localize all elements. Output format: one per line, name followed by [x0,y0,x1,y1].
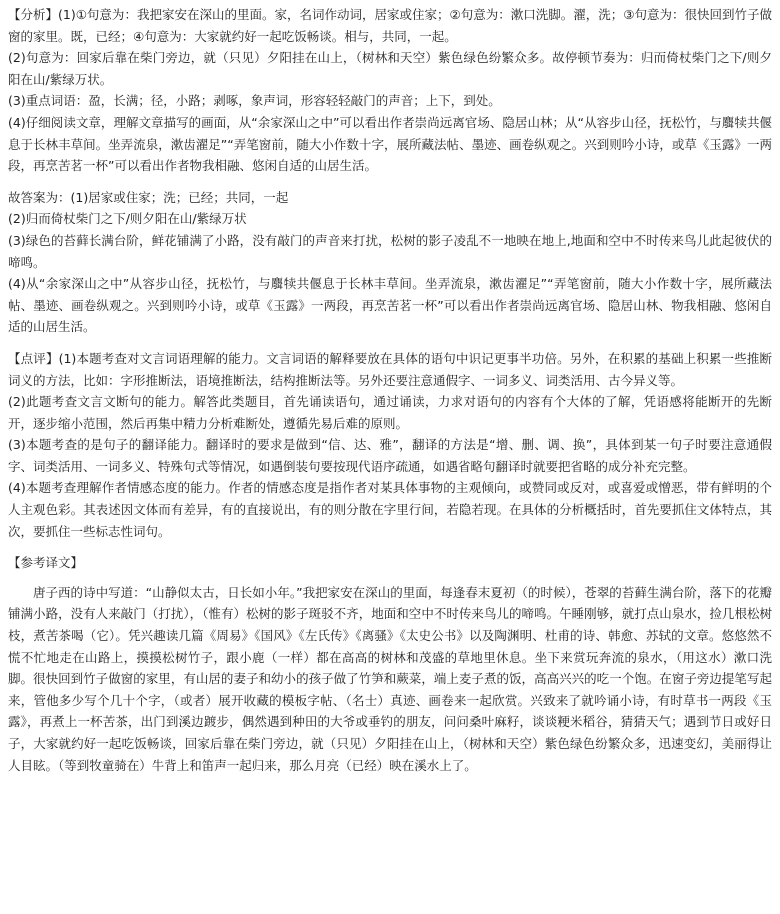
translation-section [8,552,772,776]
comment-paragraph-2: (2)此题考查文言文断句的能力。解答此类题目，首先诵读语句，通过诵读，力求对语句的内容有个大体的了解，凭语感将能断开的先断开，逐步缩小范围，然后再集中精力分析难断处，遵循先易后难的原则。 [8,394,772,431]
comment-paragraph-1: 【点评】(1)本题考查对文言词语理解的能力。文言词语的解释要放在具体的语句中识记更事半功倍。另外，在积累的基础上积累一些推断词义的方法，比如：字形推断法，语境推断法，结构推断法等。另外还要注意通假字、一词多义、词类活用、古今异义等。 [8,350,772,388]
translation-heading: 【参考译文】 [8,555,84,571]
analysis-section [8,4,772,177]
answer-4: (4)从“余家深山之中”从容步山径，抚松竹，与麛犊共偃息于长林丰草间。坐弄流泉，漱齿濯足”“弄笔窗前，随大小作数十字，展所藏法帖、墨迹、画卷纵观之。兴到则吟小诗，或草《玉露》一两段，再烹苦茗一杯”可以看出作者崇尚远离官场、隐居山林、物我相融、悠闲自适的山居生活。 [8,276,772,335]
answer-2: (2)归而倚杖柴门之下/则夕阳在山/紫绿万状 [8,211,247,227]
spacer [8,177,772,187]
spacer [8,574,772,582]
spacer [8,338,772,348]
comment-section [8,348,772,542]
analysis-paragraph-2: (2)句意为：回家后靠在柴门旁边，就（只见）夕阳挂在山上，（树林和天空）紫色绿色纷繁众多。故停顿节奏为：归而倚杖柴门之下/则夕阳在山/紫绿万状。 [8,50,772,87]
analysis-paragraph-1: 【分析】(1)①句意为：我把家安在深山的里面。家，名词作动词，居家或住家；②句意为：漱口洗脚。濯，洗；③句意为：很快回到竹子做窗的家里。既，已经；④句意为：大家就约好一起吃饭畅谈。相与，共同，一起。 [8,7,772,44]
analysis-paragraph-4: (4)仔细阅读文章，理解文章描写的画面，从“余家深山之中”可以看出作者崇尚远离官场、隐居山林；从“从容步山径，抚松竹，与麛犊共偃息于长林丰草间。坐弄流泉，漱齿濯足”“弄笔窗前，随大小作数十字，展所藏法帖、墨迹、画卷纵观之。兴到则吟小诗，或草《玉露》一两段，再烹苦茗一杯”可以看出作者物我相融、悠闲自适的山居生活。 [8,114,772,174]
comment-paragraph-4: (4)本题考查理解作者情感态度的能力。作者的情感态度是指作者对某具体事物的主观倾向，或赞同或反对，或喜爱或憎恶，带有鲜明的个人主观色彩。其表述因文体而有差异，有的直接说出，有的则分散在字里行间，若隐若现。在具体的分析概括时，首先要抓住文体特点，其次，要抓住一些标志性词句。 [8,480,772,539]
translation-body: 唐子西的诗中写道：“山静似太古，日长如小年。”我把家安在深山的里面，每逢春末夏初（的时候），苍翠的苔藓生满台阶，落下的花瓣铺满小路，没有人来敲门（打扰），（惟有）松树的影子斑驳不齐，地面和空中不时传来鸟儿的啼鸣。午睡刚够，就打点山泉水，捡几根松树枝，煮苦茶喝（它）。凭兴趣读几篇《周易》《国风》《左氏传》《离骚》《太史公书》以及陶渊明、杜甫的诗、韩愈、苏轼的文章。悠悠然不慌不忙地走在山路上，摸摸松树竹子，跟小鹿（一样）都在高高的树林和茂盛的草地里休息。坐下来赏玩奔流的泉水，（用这水）漱口洗脚。很快回到竹子做窗的家里，有山居的妻子和幼小的孩子做了竹笋和蕨菜，端上麦子煮的饭，高高兴兴的吃一个饱。在窗子旁边提笔写起来，管他多少写个几十个字，（或者）展开收藏的模板字帖、（名士）真迹、画卷来一起欣赏。兴致来了就吟诵小诗，有时草书一两段《玉露》，再煮上一杯苦茶，出门到溪边踱步，偶然遇到种田的大爷或垂钓的朋友，问问桑叶麻籽，谈谈粳米稻谷，猜猜天气；遇到节日或好日子，大家就约好一起吃饭畅谈，回家后靠在柴门旁边，就（只见）夕阳挂在山上，（树林和天空）紫色绿色纷繁众多，迅速变幻，美丽得让人目眩。（等到牧童骑在）牛背上和笛声一起归来，那么月亮（已经）映在溪水上了。 [8,584,772,773]
comment-paragraph-3: (3)本题考查的是句子的翻译能力。翻译时的要求是做到“信、达、雅”，翻译的方法是“增、删、调、换”，具体到某一句子时要注意通假字、词类活用、一词多义、特殊句式等情况，如遇倒装句要按现代语序疏通，如遇省略句翻译时就要把省略的成分补充完整。 [8,437,772,474]
analysis-paragraph-3: (3)重点词语：盈，长满；径，小路；剥啄，象声词，形容轻轻敲门的声音；上下，到处。 [8,93,501,109]
spacer [8,542,772,552]
answer-3: (3)绿色的苔藓长满台阶，鲜花铺满了小路，没有敲门的声音来打扰，松树的影子凌乱不一地映在地上,地面和空中不时传来鸟儿此起彼伏的啼鸣。 [8,232,772,270]
answer-summary: 故答案为：(1)居家或住家；洗；已经；共同，一起 [8,189,289,205]
answers-section [8,187,772,338]
